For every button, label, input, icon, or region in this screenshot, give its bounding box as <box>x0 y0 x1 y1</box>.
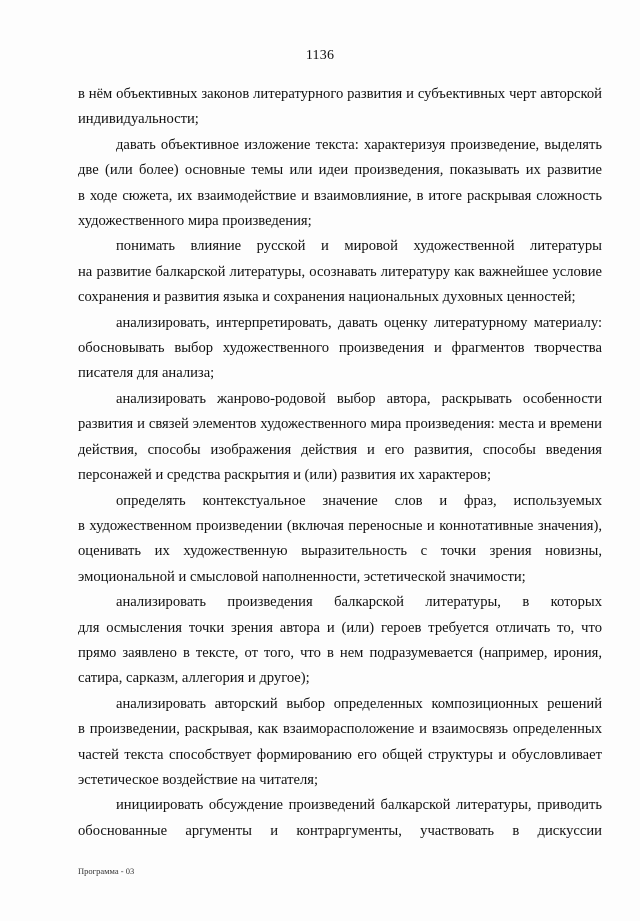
text-line: инициировать обсуждение произведений балкарской литературы, приводить <box>116 797 602 814</box>
paragraph <box>78 82 602 133</box>
text-line: эстетическое воздействие на читателя; <box>78 771 319 788</box>
text-line: в ходе сюжета, их взаимодействие и взаимовлияние, в итоге раскрывая сложность <box>78 187 602 204</box>
paragraph <box>78 793 602 844</box>
text-line: сатира, сарказм, аллегория и другое); <box>78 670 310 687</box>
text-line: действия, способы изображения действия и его развития, способы введения <box>78 441 602 458</box>
text-line: частей текста способствует формированию его общей структуры и обусловливает <box>78 746 602 763</box>
text-line: две (или более) основные темы или идеи произведения, показывать их развитие <box>78 162 602 179</box>
text-line: индивидуальности; <box>78 111 199 128</box>
text-line: определять контекстуальное значение слов и фраз, используемых <box>116 492 602 509</box>
paragraph <box>78 311 602 387</box>
text-line: в нём объективных законов литературного развития и субъективных черт авторской <box>78 86 602 102</box>
text-line: давать объективное изложение текста: характеризуя произведение, выделять <box>116 136 602 153</box>
paragraph <box>78 234 602 310</box>
text-line: обоснованные аргументы и контраргументы, участвовать в дискуссии <box>78 822 602 839</box>
text-line: понимать влияние русской и мировой художественной литературы <box>116 238 602 255</box>
text-line: персонажей и средства раскрытия и (или) развития их характеров; <box>78 467 492 484</box>
text-line: анализировать авторский выбор определенных композиционных решений <box>116 695 602 712</box>
text-line: сохранения и развития языка и сохранения национальных духовных ценностей; <box>78 289 576 306</box>
text-line: для осмысления точки зрения автора и (или) героев требуется отличать то, что <box>78 619 602 636</box>
text-line: прямо заявлено в тексте, от того, что в нем подразумевается (например, ирония, <box>78 644 602 661</box>
text-line: оценивать их художественную выразительность с точки зрения новизны, <box>78 543 602 560</box>
text-line: эмоциональной и смысловой наполненности, эстетической значимости; <box>78 568 526 585</box>
text-line: анализировать произведения балкарской литературы, в которых <box>116 594 602 611</box>
paragraph <box>78 590 602 692</box>
text-line: развития и связей элементов художественного мира произведения: места и времени <box>78 416 602 433</box>
text-line: художественного мира произведения; <box>78 213 312 230</box>
text-line: в художественном произведении (включая переносные и коннотативные значения), <box>78 517 602 534</box>
paragraph <box>78 692 602 794</box>
text-line: на развитие балкарской литературы, осознавать литературу как важнейшее условие <box>78 263 602 280</box>
text-line: анализировать, интерпретировать, давать оценку литературному материалу: <box>116 314 602 331</box>
text-line: писателя для анализа; <box>78 365 215 382</box>
paragraph <box>78 133 602 235</box>
paragraph <box>78 489 602 591</box>
text-line: в произведении, раскрывая, как взаиморасположение и взаимосвязь определенных <box>78 721 602 738</box>
page-number: 1136 <box>305 48 335 63</box>
page-footer: Программа - 03 <box>78 866 135 876</box>
paragraph <box>78 387 602 489</box>
document-body <box>78 82 602 844</box>
text-line: анализировать жанрово-родовой выбор автора, раскрывать особенности <box>116 390 602 407</box>
text-line: обосновывать выбор художественного произведения и фрагментов творчества <box>78 340 602 357</box>
